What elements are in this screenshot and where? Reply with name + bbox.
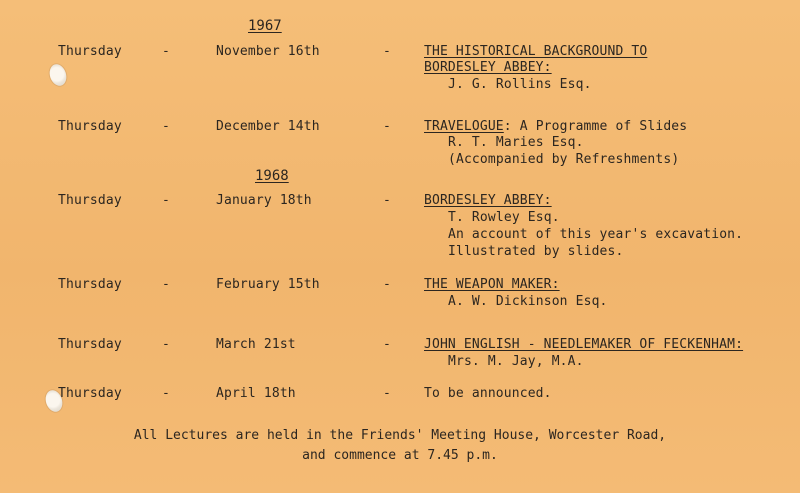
dash: - [162, 277, 170, 292]
dash: - [383, 119, 391, 134]
year-heading: 1968 [255, 168, 289, 184]
lecture-title: BORDESLEY ABBEY: [424, 60, 552, 75]
lecture-note: An account of this year's excavation. [448, 227, 744, 242]
lecture-title: THE HISTORICAL BACKGROUND TO [424, 44, 648, 59]
dash: - [162, 44, 170, 59]
lecture-speaker: J. G. Rollins Esq. [448, 77, 592, 92]
dash: - [383, 386, 391, 401]
lecture-date: December 14th [216, 119, 320, 134]
venue-note: All Lectures are held in the Friends' Meeting House, Worcester Road, [133, 428, 667, 443]
start-time-note: and commence at 7.45 p.m. [302, 448, 498, 463]
lecture-date: March 21st [216, 337, 296, 352]
dash: - [383, 337, 391, 352]
dash: - [383, 277, 391, 292]
lecture-speaker: R. T. Maries Esq. [448, 135, 584, 150]
lecture-title: TRAVELOGUE [424, 119, 504, 134]
lecture-day: Thursday [58, 44, 122, 59]
dash: - [162, 119, 170, 134]
lecture-speaker: T. Rowley Esq. [448, 210, 560, 225]
lecture-title: JOHN ENGLISH - NEEDLEMAKER OF FECKENHAM: [424, 337, 744, 352]
dash: - [162, 386, 170, 401]
lecture-note: (Accompanied by Refreshments) [448, 152, 680, 167]
lecture-note: Illustrated by slides. [448, 244, 624, 259]
lecture-date: April 18th [216, 386, 296, 401]
punch-hole [47, 62, 69, 88]
lecture-title-line [424, 119, 687, 135]
lecture-title: THE WEAPON MAKER: [424, 277, 560, 292]
dash: - [162, 193, 170, 208]
lecture-date: November 16th [216, 44, 320, 59]
dash: - [162, 337, 170, 352]
lecture-day: Thursday [58, 193, 122, 208]
lecture-title: BORDESLEY ABBEY: [424, 193, 552, 208]
lecture-day: Thursday [58, 386, 122, 401]
lecture-day: Thursday [58, 337, 122, 352]
lecture-title: To be announced. [424, 386, 552, 401]
lecture-date: January 18th [216, 193, 312, 208]
year-heading: 1967 [248, 18, 282, 34]
lecture-day: Thursday [58, 277, 122, 292]
lecture-date: February 15th [216, 277, 320, 292]
lecture-speaker: A. W. Dickinson Esq. [448, 294, 608, 309]
dash: - [383, 44, 391, 59]
lecture-subtitle: : A Programme of Slides [503, 119, 688, 134]
lecture-day: Thursday [58, 119, 122, 134]
dash: - [383, 193, 391, 208]
lecture-speaker: Mrs. M. Jay, M.A. [448, 354, 584, 369]
